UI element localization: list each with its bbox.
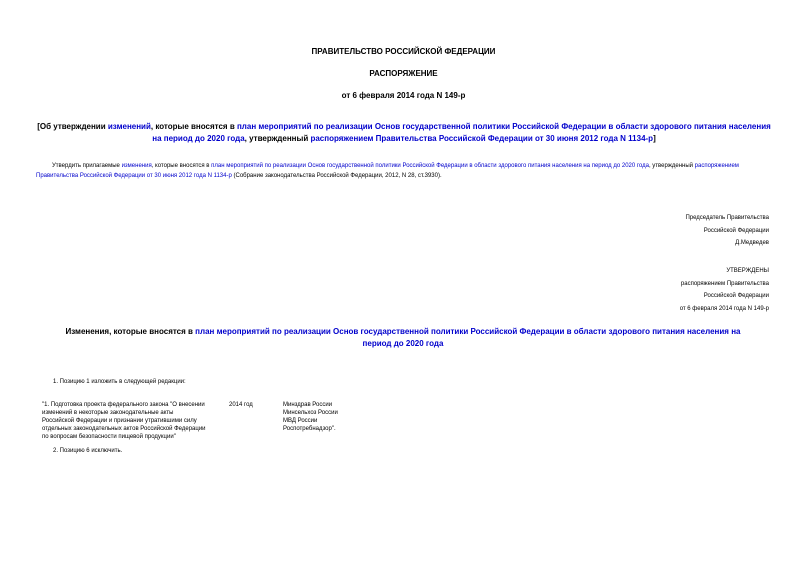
government-heading: ПРАВИТЕЛЬСТВО РОССИЙСКОЙ ФЕДЕРАЦИИ [311, 47, 496, 56]
para-link-changes[interactable]: изменения [121, 163, 152, 169]
changes-title [58, 326, 748, 350]
title-link-order[interactable]: распоряжением Правительства Российской Федерации от 30 июня 2012 года N 1134-р [310, 134, 654, 143]
changes-title-prefix: Изменения, которые вносятся в [65, 327, 196, 336]
para-mid2: , утвержденный [648, 163, 695, 169]
title-link-changes[interactable]: изменений [107, 122, 151, 131]
action-line: изменений в некоторые законодательные акты [42, 410, 174, 416]
para-link-plan[interactable]: план мероприятий по реализации Основ государственной политики Российской Федерации в области здорового питания населения на период до 2020 года [211, 163, 649, 169]
table-cell-responsible [283, 401, 403, 433]
title-link-plan[interactable]: план мероприятий по реализации Основ государственной политики Российской Федерации в области здорового питания населения на период до 2020 года [152, 122, 771, 143]
document-title [36, 121, 772, 145]
para-prefix: Утвердить прилагаемые [52, 163, 122, 169]
action-line: отдельных законодательных актов Российской Федерации [42, 426, 206, 432]
changes-title-link[interactable]: план мероприятий по реализации Основ государственной политики Российской Федерации в области здорового питания населения на период до 2020 года [195, 327, 741, 348]
approval-country: Российской Федерации [703, 293, 769, 299]
document-type: РАСПОРЯЖЕНИЕ [369, 69, 438, 78]
signature-position: Председатель Правительства [685, 215, 769, 221]
table-cell-action [42, 401, 232, 441]
title-mid1: , которые вносятся в [150, 122, 237, 131]
responsible-line: Роспотребнадзор". [283, 426, 336, 432]
action-line: по вопросам безопасности пищевой продукции" [42, 434, 176, 440]
item2: 2. Позицию 6 исключить. [53, 448, 123, 454]
para-suffix: (Собрание законодательства Российской Федерации, 2012, N 28, ст.3930). [231, 172, 442, 179]
action-line: "1. Подготовка проекта федерального закона "О внесении [42, 402, 205, 408]
title-mid2: , утвержденный [244, 134, 311, 143]
responsible-line: МВД России [283, 418, 318, 424]
document-date-number: от 6 февраля 2014 года N 149-р [341, 91, 466, 100]
title-suffix: ] [653, 134, 656, 143]
action-line: Российской Федерации и признании утратившими силу [42, 418, 197, 424]
para-mid1: , которые вносятся в [151, 163, 212, 169]
approval-date: от 6 февраля 2014 года N 149-р [679, 305, 769, 312]
body-paragraph [36, 162, 770, 181]
signature-country: Российской Федерации [703, 227, 769, 234]
approval-by: распоряжением Правительства [680, 280, 769, 287]
approval-label: УТВЕРЖДЕНЫ [726, 268, 769, 274]
title-prefix: [Об утверждении [37, 122, 108, 131]
item1-intro: 1. Позицию 1 изложить в следующей редакции: [53, 379, 186, 385]
para-link-order[interactable]: распоряжением Правительства Российской Федерации от 30 июня 2012 года N 1134-р [36, 163, 739, 179]
approval-block [680, 265, 769, 315]
responsible-line: Минсельхоз России [283, 410, 338, 416]
signature-name: Д.Медведев [735, 240, 769, 246]
table-cell-deadline: 2014 год [229, 402, 253, 408]
responsible-line: Минздрав России [283, 402, 333, 408]
signature-block [685, 212, 769, 250]
